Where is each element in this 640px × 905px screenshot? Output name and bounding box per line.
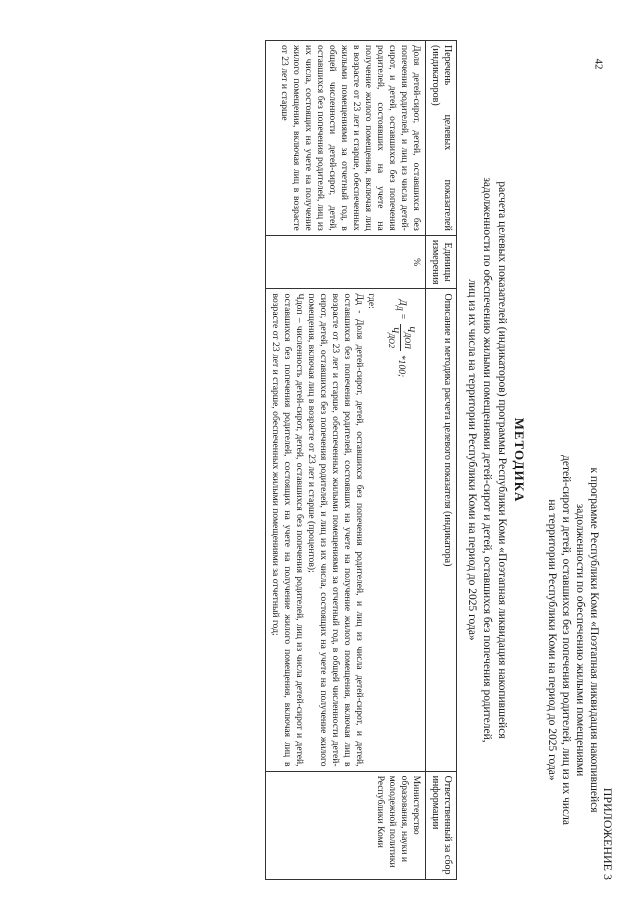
header-responsible: Ответственный за сбор информации [426,771,457,879]
cell-indicator: Доля детей-сирот, детей, оставшихся без попечения родителей, и лиц из числа детей-сирот, и детей, оставшихся без попечения родителей, состоявших на учете на получение жилого помещения, включая лиц в возрасте от 23 лет и старше, обеспеченных жилыми помещениями за отчетный год, в общей численности детей-сирот, детей, оставшихся без попечения родителей, лиц из их числа, состоящих на учете на получение жилого помещения, включая лиц в возрасте от 23 лет и старше [266,41,426,236]
page-number: 42 [592,58,605,70]
description-paragraph: Дд - Доля детей-сирот, детей, оставшихся без попечения родителей, и лиц из числа детей-сирот, и детей, оставшихся без попечения родителей, состоявших на учете на получение жилого помещения, включая лиц в возрасте от 23 лет и старше, обеспеченных жилыми помещениями за отчетный год, в общей численности детей-сирот, детей, оставшихся без попечения родителей, и лиц из их числа, состоящих на учете на получение жилого помещения, включая лиц в возрасте от 23 лет и старше (процентов); [306,293,366,767]
where-label: где: [366,293,378,309]
formula: $Д_Д$ = $Ч_{ДОП}$ $Ч_{ДО2}$ *100; [387,299,416,378]
header-indicators: Перечень целевых показателей (индикаторов) [426,41,457,236]
header-description: Описание и методика расчета целевого показателя (индикатора) [426,289,457,771]
indicators-table [265,40,457,880]
table-header-row [426,41,457,880]
cell-responsible: Министерство образования, науки и молодежной политики Республики Коми [266,771,426,879]
title-line: расчета целевых показателей (индикаторов) программы Республики Коми «Поэтапная ликвидация накопившейся [496,181,508,739]
description-paragraph: Чдоп – численность детей-сирот, детей, оставшихся без попечения родителей, лиц из числа детей-сирот и детей, оставшихся без попечения родителей, состоящих на учете на получение жилого помещения, включая лиц в возрасте от 23 лет и старше, обеспеченных жилыми помещениями за отчетный год; [270,293,306,767]
header-unit: Единицы измерения [426,235,457,289]
appendix-block [545,40,615,880]
rotated-page [55,40,615,880]
appendix-line: к программе Республики Коми «Поэтапная ликвидация накопившейся [588,467,600,813]
appendix-line: детей-сирот и детей, оставшихся без попечения родителей, лиц из их числа [560,455,572,825]
appendix-line: задолженности по обеспечению жилыми помещениями [574,503,586,777]
document-title [464,40,527,880]
cell-description [266,289,426,771]
table-row [266,41,426,880]
cell-unit: % [266,235,426,289]
appendix-line: на территории Республики Коми на период до 2025 года» [546,499,558,781]
title-line: лиц из их числа на территории Республики Коми на период до 2025 года» [466,279,478,641]
appendix-heading: ПРИЛОЖЕНИЕ 3 [601,787,615,880]
title-line: задолженности по обеспечению жилыми помещениями детей-сирот и детей, оставшихся без попечения родителей, [481,177,493,743]
title-main: МЕТОДИКА [512,417,527,503]
